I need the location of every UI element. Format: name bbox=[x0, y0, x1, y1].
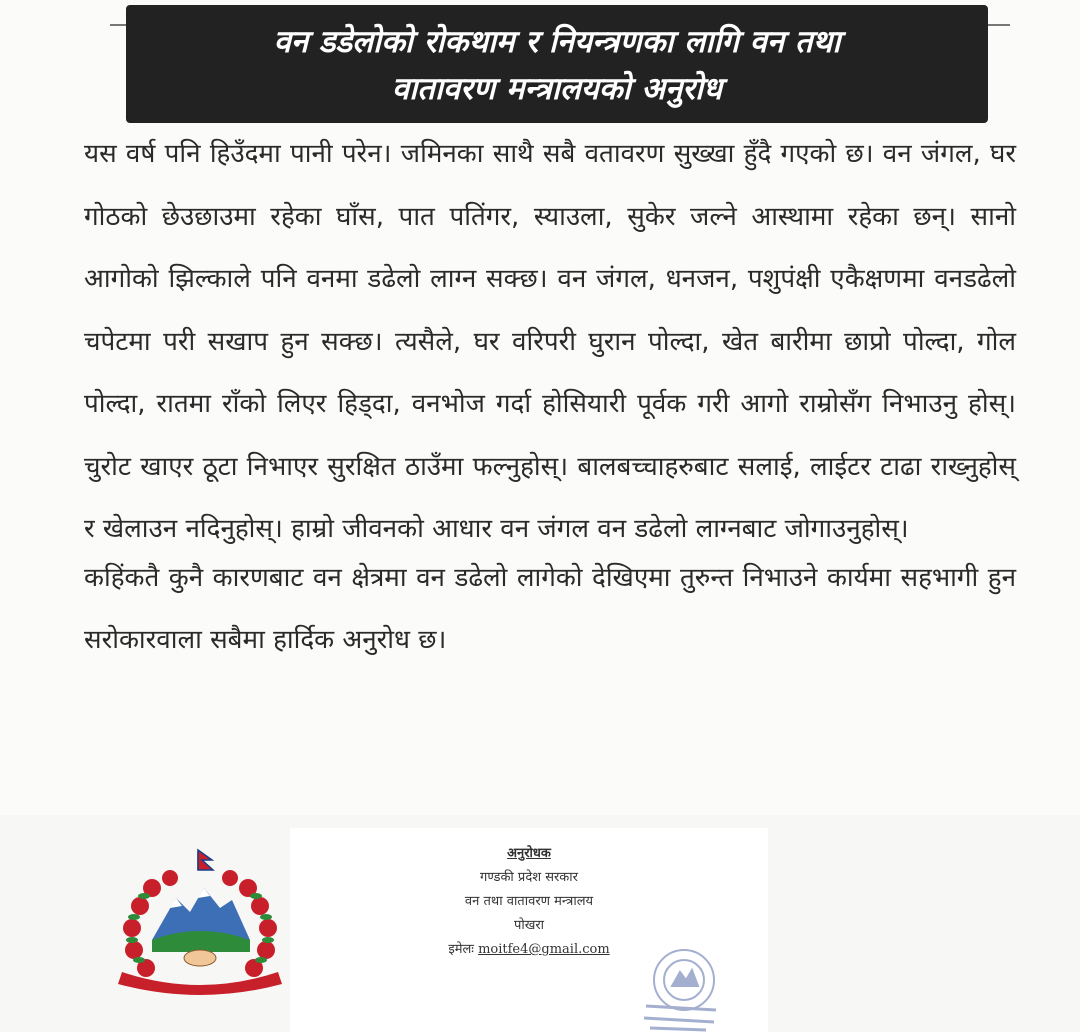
signature-line-2: वन तथा वातावरण मन्त्रालय bbox=[464, 894, 594, 909]
signature-line-3: पोखरा bbox=[513, 918, 545, 933]
signature-email-link[interactable]: moitfe4@gmail.com bbox=[478, 942, 610, 957]
title-line-1: वन डडेलोको रोकथाम र नियन्त्रणका लागि वन तथा bbox=[273, 24, 841, 60]
title-line-2: वातावरण मन्त्रालयको अनुरोध bbox=[391, 71, 723, 107]
notice-paragraph-2: कहिंकतै कुनै कारणबाट वन क्षेत्रमा वन डढेलो लागेको देखिएमा तुरुन्त निभाउने कार्यमा सहभागी हुन सरोकारवाला सबैमा हार्दिक अनुरोध छ। bbox=[84, 562, 1016, 655]
notice-body bbox=[84, 123, 1016, 672]
nepal-emblem-icon bbox=[112, 848, 288, 998]
signature-heading: अनुरोधक bbox=[507, 846, 551, 861]
signature-line-1: गण्डकी प्रदेश सरकार bbox=[480, 870, 578, 885]
signature-email-label: इमेलः bbox=[448, 942, 474, 957]
notice-paragraph-1: यस वर्ष पनि हिउँदमा पानी परेन। जमिनका साथै सबै वतावरण सुख्खा हुँदै गएको छ। वन जंगल, घर गोठको छेउछाउमा रहेका घाँस, पात पतिंगर, स्याउला, सुकेर जल्ने आस्थामा रहेका छन्। सानो आगोको झिल्काले पनि वनमा डढेलो लाग्न सक्छ। वन जंगल, धनजन, पशुपंक्षी एकैक्षणमा वनडढेलो चपेटमा परी सखाप हुन सक्छ। त्यसैले, घर वरिपरी घुरान पोल्दा, खेत बारीमा छाप्रो पोल्दा, गोल पोल्दा, रातमा राँको लिएर हिड्दा, वनभोज गर्दा होसियारी पूर्वक गरी आगो राम्रोसँग निभाउनु होस्। चुरोट खाएर ठूटा निभाएर सुरक्षित ठाउँमा फल्नुहोस्। बालबच्चाहरुबाट सलाई, लाईटर टाढा राख्नुहोस् र खेलाउन नदिनुहोस्। हाम्रो जीवनको आधार वन जंगल वन डढेलो लाग्नबाट जोगाउनुहोस्। bbox=[84, 139, 1016, 544]
title-banner bbox=[126, 5, 988, 123]
office-stamp-icon bbox=[636, 940, 726, 1032]
